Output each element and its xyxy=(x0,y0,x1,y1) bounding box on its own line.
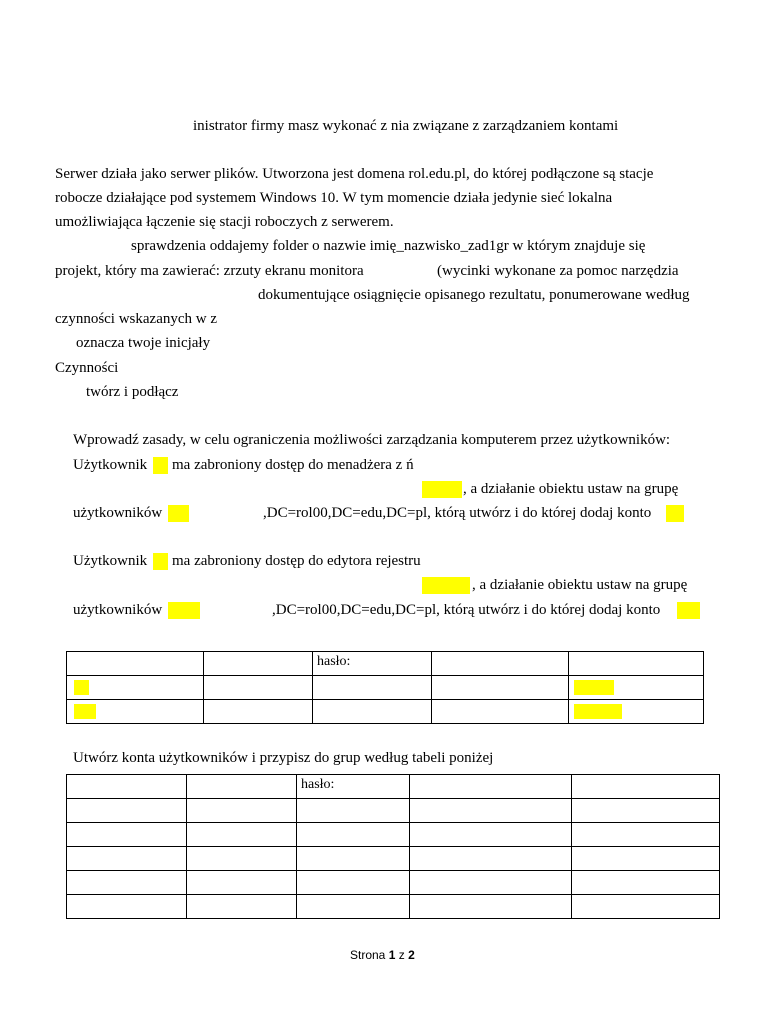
table-cell xyxy=(572,799,720,823)
para2-line2a: projekt, który ma zawierać: zrzuty ekranu monitora xyxy=(55,263,364,279)
footer-of: z xyxy=(398,948,405,962)
table-cell xyxy=(572,775,720,799)
table-cell xyxy=(572,895,720,919)
highlight-account-2 xyxy=(677,602,700,619)
para1-line2: robocze działające pod systemem Windows 10. W tym momencie działa jedynie sieć lokalna xyxy=(55,190,613,206)
step-1: twórz i podłącz xyxy=(86,384,179,400)
table-row xyxy=(67,652,704,676)
table-cell xyxy=(410,775,572,799)
table-cell xyxy=(187,775,297,799)
table-cell xyxy=(67,847,187,871)
table-cell xyxy=(572,823,720,847)
table-cell xyxy=(410,895,572,919)
accounts-table-1 xyxy=(66,651,704,724)
highlight-cell xyxy=(74,704,96,719)
table-row xyxy=(67,871,720,895)
para2-line3: dokumentujące osiągnięcie opisanego rezultatu, ponumerowane według xyxy=(258,287,690,303)
page-footer xyxy=(350,948,415,962)
table-cell xyxy=(313,700,432,724)
table-cell xyxy=(432,700,569,724)
table-row xyxy=(67,823,720,847)
table-cell xyxy=(572,871,720,895)
highlight-cell xyxy=(574,680,614,695)
rule1-line2: , a działanie obiektu ustaw na grupę xyxy=(463,481,679,497)
table-cell xyxy=(432,652,569,676)
highlight-user-2 xyxy=(153,553,168,570)
table-cell xyxy=(569,652,704,676)
table-cell xyxy=(410,871,572,895)
table-row xyxy=(67,799,720,823)
table-cell xyxy=(313,652,432,676)
table-row xyxy=(67,847,720,871)
table-cell xyxy=(67,652,204,676)
highlight-cell xyxy=(574,704,622,719)
table-cell xyxy=(67,700,204,724)
table-cell xyxy=(297,775,410,799)
highlight-gpo-1 xyxy=(422,481,462,498)
rule2-line2: , a działanie obiektu ustaw na grupę xyxy=(472,577,688,593)
table-cell xyxy=(297,847,410,871)
rule2-line3b: ,DC=rol00,DC=edu,DC=pl, którą utwórz i do której dodaj konto xyxy=(272,602,661,618)
para1-line1: Serwer działa jako serwer plików. Utworzona jest domena rol.edu.pl, do której podłączone są stacje xyxy=(55,166,654,182)
table-cell xyxy=(67,775,187,799)
table-cell xyxy=(187,895,297,919)
table-cell xyxy=(187,799,297,823)
intro-line: inistrator firmy masz wykonać z nia związane z zarządzaniem kontami xyxy=(193,118,619,134)
table-cell xyxy=(187,871,297,895)
password-header: hasło: xyxy=(317,654,351,669)
accounts-table-2 xyxy=(66,774,720,919)
table-row xyxy=(67,775,720,799)
para2-line1: sprawdzenia oddajemy folder o nazwie imię_nazwisko_zad1gr w którym znajduje się xyxy=(131,238,646,254)
table-cell xyxy=(410,847,572,871)
table-cell xyxy=(67,676,204,700)
table-cell xyxy=(187,823,297,847)
table-row xyxy=(67,700,704,724)
table-row xyxy=(67,895,720,919)
table-cell xyxy=(297,823,410,847)
rule2-line1a: Użytkownik xyxy=(73,553,148,569)
table-cell xyxy=(313,676,432,700)
table-cell xyxy=(67,799,187,823)
table-cell xyxy=(187,847,297,871)
footer-prefix: Strona xyxy=(350,948,386,962)
footer-page-number: 1 xyxy=(388,948,396,962)
table-cell xyxy=(410,799,572,823)
table-cell xyxy=(67,895,187,919)
table-cell xyxy=(67,823,187,847)
table-cell xyxy=(204,700,313,724)
table-cell xyxy=(204,652,313,676)
highlight-group-2 xyxy=(168,602,200,619)
table-cell xyxy=(297,871,410,895)
highlight-user-1 xyxy=(153,457,168,474)
table-cell xyxy=(204,676,313,700)
rule1-line1b: ma zabroniony dostęp do menadżera z ń xyxy=(172,457,414,473)
password-header: hasło: xyxy=(301,777,335,792)
highlight-group-1 xyxy=(168,505,189,522)
rule2-line1b: ma zabroniony dostęp do edytora rejestru xyxy=(172,553,421,569)
initials-note: oznacza twoje inicjały xyxy=(76,335,211,351)
highlight-account-1 xyxy=(666,505,684,522)
table-cell xyxy=(297,799,410,823)
para2-line4: czynności wskazanych w z xyxy=(55,311,218,327)
table-cell xyxy=(569,700,704,724)
table-cell xyxy=(569,676,704,700)
table-row xyxy=(67,676,704,700)
para2-line2b: (wycinki wykonane za pomoc narzędzia xyxy=(437,263,679,279)
highlight-gpo-2 xyxy=(422,577,470,594)
steps-heading: Czynności xyxy=(55,360,119,376)
table-cell xyxy=(297,895,410,919)
para1-line3: umożliwiająca łączenie się stacji roboczych z serwerem. xyxy=(55,214,394,230)
highlight-cell xyxy=(74,680,89,695)
table-cell xyxy=(572,847,720,871)
rule1-line3a: użytkowników xyxy=(73,505,163,521)
footer-page-total: 2 xyxy=(408,948,415,962)
table-cell xyxy=(432,676,569,700)
rule2-line3a: użytkowników xyxy=(73,602,163,618)
rule1-line1a: Użytkownik xyxy=(73,457,148,473)
table2-intro: Utwórz konta użytkowników i przypisz do grup według tabeli poniżej xyxy=(73,750,494,766)
policy-intro: Wprowadź zasady, w celu ograniczenia możliwości zarządzania komputerem przez użytkowników: xyxy=(73,432,671,448)
table-cell xyxy=(67,871,187,895)
rule1-line3b: ,DC=rol00,DC=edu,DC=pl, którą utwórz i do której dodaj konto xyxy=(263,505,652,521)
table-cell xyxy=(410,823,572,847)
